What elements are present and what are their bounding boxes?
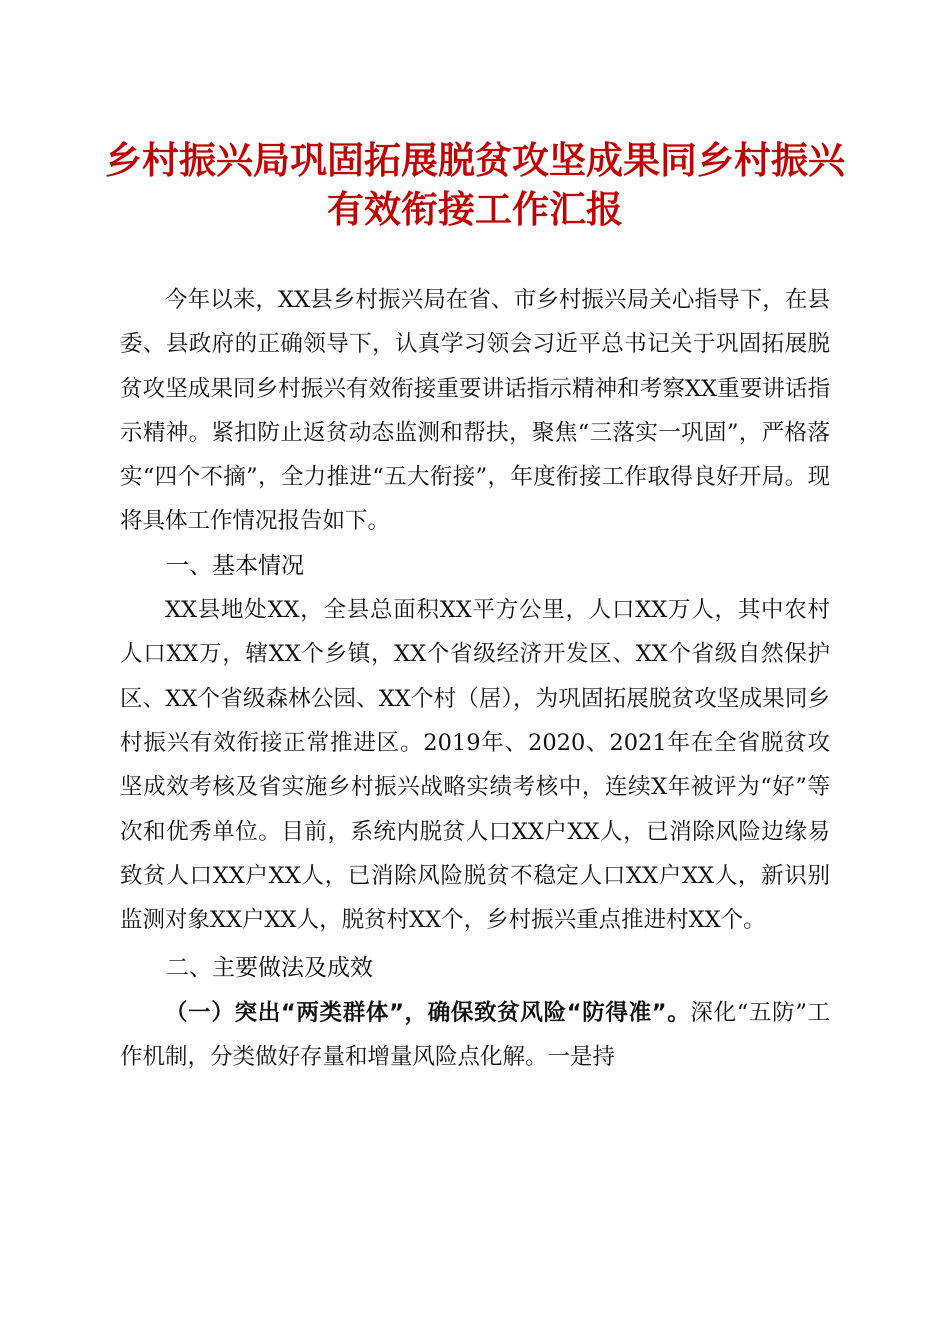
- section-2-paragraph: [120, 991, 830, 1080]
- document-title-line-1: 乡村振兴局巩固拓展脱贫攻坚成果同乡村振兴: [105, 138, 845, 182]
- section-1-heading: 一、基本情况: [166, 552, 304, 579]
- section-1-paragraph: XX县地处XX，全县总面积XX平方公里，人口XX万人，其中农村人口XX万，辖XX个乡镇，XX个省级经济开发区、XX个省级自然保护区、XX个省级森林公园、XX个村（居），为巩固拓展脱贫攻坚成果同乡村振兴有效衔接正常推进区。2019年、2020、2021年在全省脱贫攻坚成效考核及省实施乡村振兴战略实绩考核中，连续X年被评为“好”等次和优秀单位。目前，系统内脱贫人口XX户XX人，已消除风险边缘易致贫人口XX户XX人，已消除风险脱贫不稳定人口XX户XX人，新识别监测对象XX户XX人，脱贫村XX个，乡村振兴重点推进村XX个。: [120, 597, 830, 934]
- section-2-sub1-text: 深化“五防”工作机制，分类做好存量和增量风险点化解。一是持: [120, 999, 830, 1071]
- section-2-heading: 二、主要做法及成效: [166, 955, 373, 982]
- section-2-subheading: （一）突出“两类群体”，确保致贫风险“防得准”。: [165, 999, 691, 1026]
- document-title-line-2: 有效衔接工作汇报: [327, 187, 623, 231]
- intro-paragraph: 今年以来，XX县乡村振兴局在省、市乡村振兴局关心指导下，在县委、县政府的正确领导下，认真学习领会习近平总书记关于巩固拓展脱贫攻坚成果同乡村振兴有效衔接重要讲话指示精神和考察XX重要讲话指示精神。紧扣防止返贫动态监测和帮扶，聚焦“三落实一巩固”，严格落实“四个不摘”，全力推进“五大衔接”，年度衔接工作取得良好开局。现将具体工作情况报告如下。: [120, 287, 830, 535]
- document-body: [120, 278, 830, 1079]
